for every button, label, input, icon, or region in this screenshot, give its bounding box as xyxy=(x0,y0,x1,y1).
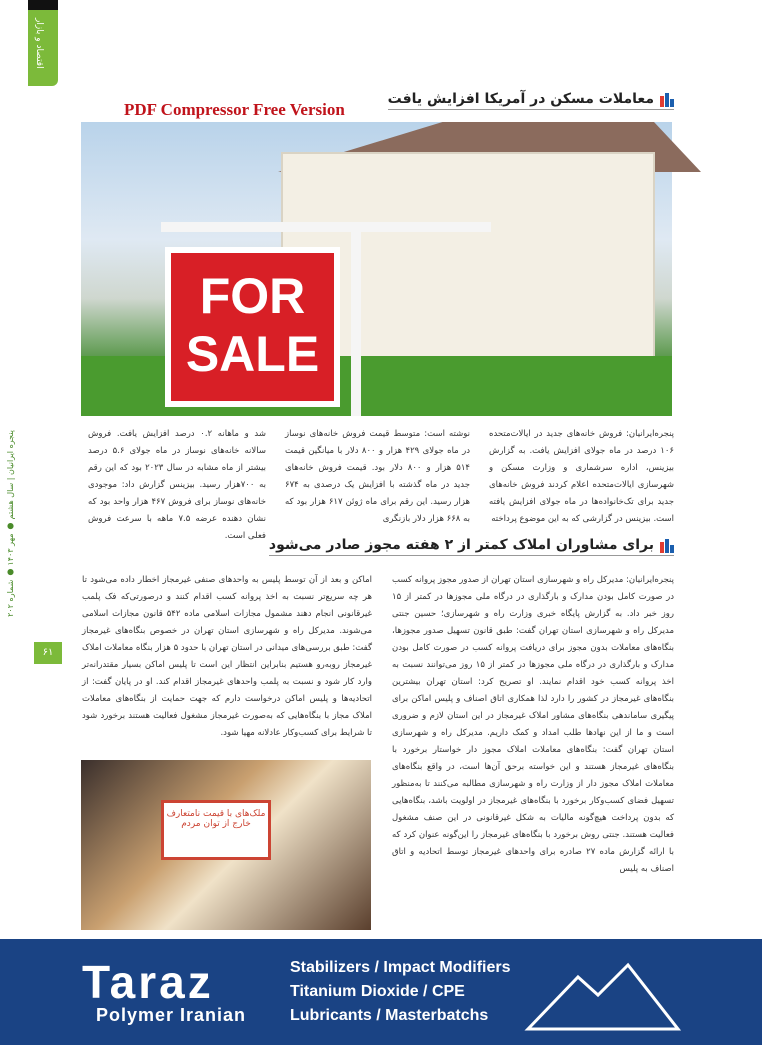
advertisement-banner xyxy=(0,939,762,1045)
article1-title: معاملات مسکن در آمریکا افزایش یافت xyxy=(387,91,654,107)
article2-title: برای مشاوران املاک کمتر از ۲ هفته مجوز صادر می‌شود xyxy=(268,537,654,553)
brand-logo: Taraz xyxy=(82,956,214,1008)
article1-col-mid: نوشته است: متوسط قیمت فروش خانه‌های نوساز در ماه جولای ۴۲۹ هزار و ۸۰۰ دلار با میانگین قیمت ۵۱۴ هزار و ۸۰۰ دلار بود. قیمت فروش خانه‌های جدید در ماه گذشته با افزایش یک درصدی به ۶۷۴ هزار رسید. این رقم برای ماه ژوئن ۶۱۷ هزار بود که به ۶۶۸ هزار دلار بازنگری xyxy=(285,429,470,524)
chart-bars-icon xyxy=(660,537,674,553)
article2-col-right: پنجره‌ایرانیان: مدیرکل راه و شهرسازی استان تهران از صدور مجوز پروانه کسب در صورت کامل بودن مدارک و بارگذاری در درگاه ملی مجوزها در کمتر از ۱۵ روز خبر داد. به گزارش پایگاه خبری وزارت راه و شهرسازی؛ حسین جنتی مدیرکل راه و شهرسازی استان تهران گفت: طبق قانون تسهیل صدور مجوزها، بنگاه‌های معاملات بدون مجوز برای دریافت پروانه کسب در صورت کامل بودن مدارک و بارگذاری در درگاه ملی مجوزها در کمتر از ۱۵ روز می‌توانند نسبت به اخذ پروانه کسب خود اقدام نمایند. او تصریح کرد: استان تهران بیشترین بنگاه‌های غیرمجاز در کشور را دارد لذا همکاری اتاق اصناف و پلیس اماکن برای پیگیری ساماندهی بنگاه‌های مشاور املاک غیرمجاز در این استان لازم و ضروری است و ما از این نهادها طلب امداد و کمک داریم. مدیرکل راه و شهرسازی استان تهران گفت: بنگاه‌های معاملات املاک مجوز دار خواستار برخورد با بنگاه‌های غیرمجاز هستند و این خواسته برحق آن‌ها است، در واقع بنگاه‌های معاملات املاک مجوز دار از وزارت راه و شهرسازی مطالبه می‌کنند تا به‌منظور تسهیل فضای کسب‌وکار برخورد با بنگاه‌های غیرمجاز در اولویت باشد، بنگاه‌هایی که بدون پرداخت هیچ‌گونه مالیات به شکل غیرقانونی در این صنف مشغول فعالیت هستند. جنتی روش برخورد با بنگاه‌های غیرمجاز را این‌گونه عنوان کرد که با ارائه گزارش ماده ۲۷ صادره برای واحدهای غیرمجاز توسط اتحادیه و اتاق اصناف به پلیس xyxy=(392,575,674,874)
article2-heading xyxy=(269,537,674,556)
article1-col-right: پنجره‌ایرانیان: فروش خانه‌های جدید در ایالات‌متحده ۱۰۶ درصد در ماه جولای افزایش یافت. به گزارش بیزینس، اداره سرشماری و وزارت مسکن و شهرسازی ایالات‌متحده اعلام کردند فروش خانه‌های جدید برای تک‌خانواده‌ها در ماه جولای افزایش یافته است. بیزینس در گزارشی که به این موضوع پرداخته xyxy=(489,429,674,524)
product-line-1: Stabilizers / Impact Modifiers xyxy=(290,959,511,976)
real-estate-office-photo xyxy=(81,760,371,930)
product-line-3: Lubricants / Masterbatchs xyxy=(290,1007,489,1024)
chart-bars-icon xyxy=(660,91,674,107)
brand-subtitle: Polymer Iranian xyxy=(96,1005,247,1025)
office-notice: ملک‌های با قیمت نامتعارف خارج از توان مردم xyxy=(161,800,271,860)
issue-info: پنجره ایرانیان | سال هشتم ● مهر ۱۴۰۳ ● شماره ۲۰۲ xyxy=(6,430,15,617)
article1-col-left: شد و ماهانه ۰.۲ درصد افزایش یافت. فروش سالانه خانه‌های نوساز در ماه جولای ۵.۶ درصد بیشتر از ماه مشابه در سال ۲۰۲۳ بود که این رقم به ۷۰۰هزار رسید. بیزینس گزارش داد: موجودی خانه‌های نوساز برای فروش ۴۶۷ هزار واحد بود که نشان دهنده عرضه ۷.۵ ماهه با سرعت فروش فعلی است. xyxy=(88,429,266,541)
article2-col-left: اماکن و بعد از آن توسط پلیس به واحدهای صنفی غیرمجاز اخطار داده می‌شود تا هر چه سریع‌تر نسبت به اخذ پروانه کسب اقدام کنند و درصورتی‌که فک پلمب غیرقانونی انجام دهند مشمول مجازات اسلامی ماده ۵۴۲ قانون مجازات اسلامی می‌شوند. مدیرکل راه و شهرسازی استان تهران در خصوص بنگاه‌های غیرمجاز گفت: طبق بررسی‌های میدانی در استان تهران با حدود ۵ هزار بنگاه معاملات املاک غیرمجاز روبه‌رو هستیم بنابراین انتظار این است تا پلیس اماکن بسیار مقتدرانه‌تر وارد کار شود و نسبت به پلمب واحدهای غیرمجاز اقدام کند. او در پایان گفت: از اتحادیه‌ها و پلیس اماکن درخواست دارم که جهت حمایت از بنگاه‌های معاملات املاک مجاز با بنگاه‌هایی که به‌صورت غیرمجاز مشغول فعالیت هستند برخورد شود تا شرایط برای کسب‌وکار عادلانه مهیا شود. xyxy=(82,575,372,738)
page-number: ۶۱ xyxy=(34,642,62,664)
product-line-2: Titanium Dioxide / CPE xyxy=(290,983,465,1000)
article1-heading xyxy=(388,91,674,110)
mountain-icon xyxy=(528,959,678,1029)
watermark: PDF Compressor Free Version xyxy=(124,100,345,119)
sign-post xyxy=(161,222,491,232)
section-tab-label: اقتصاد و بازار xyxy=(34,18,44,69)
for-sale-sign: FOR SALE xyxy=(165,247,340,407)
side-tab-top xyxy=(28,0,58,10)
sign-pole xyxy=(351,222,361,416)
section-tab xyxy=(28,10,58,86)
for-sale-photo xyxy=(81,122,672,416)
